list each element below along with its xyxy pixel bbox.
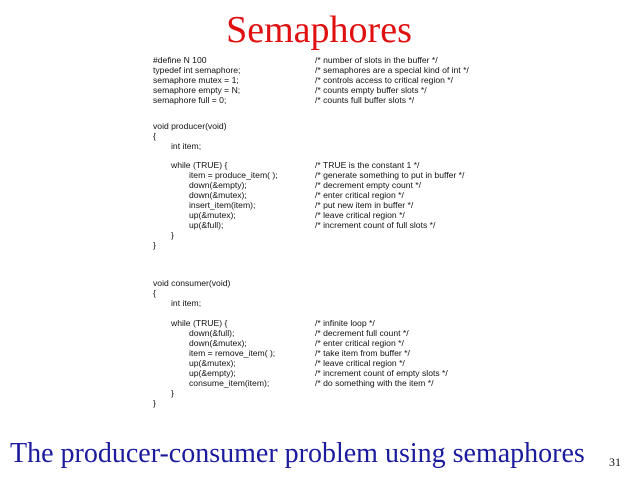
code-comment: /* enter critical region */ bbox=[315, 338, 404, 348]
code-line: down(&full); bbox=[189, 328, 235, 338]
code-line: down(&mutex); bbox=[189, 338, 247, 348]
code-line: semaphore empty = N; bbox=[153, 85, 241, 95]
code-line: insert_item(item); bbox=[189, 200, 256, 210]
code-line: } bbox=[171, 230, 174, 240]
slide-caption: The producer-consumer problem using semaphores bbox=[10, 438, 585, 469]
code-comment: /* generate something to put in buffer */ bbox=[315, 170, 465, 180]
code-line: consume_item(item); bbox=[189, 378, 270, 388]
code-line: void consumer(void) bbox=[153, 278, 231, 288]
code-line: while (TRUE) { bbox=[171, 160, 228, 170]
code-comment: /* leave critical region */ bbox=[315, 358, 405, 368]
code-line: } bbox=[153, 398, 156, 408]
code-comment: /* controls access to critical region */ bbox=[315, 75, 454, 85]
code-comment: /* leave critical region */ bbox=[315, 210, 405, 220]
code-line: down(&mutex); bbox=[189, 190, 247, 200]
code-line: typedef int semaphore; bbox=[153, 65, 241, 75]
code-line: #define N 100 bbox=[153, 55, 207, 65]
code-line: up(&mutex); bbox=[189, 210, 236, 220]
code-line: while (TRUE) { bbox=[171, 318, 228, 328]
code-line: item = produce_item( ); bbox=[189, 170, 278, 180]
slide-title: Semaphores bbox=[226, 9, 412, 51]
code-line: } bbox=[153, 240, 156, 250]
code-line: item = remove_item( ); bbox=[189, 348, 276, 358]
code-line: semaphore mutex = 1; bbox=[153, 75, 239, 85]
code-line: } bbox=[171, 388, 174, 398]
code-comment: /* infinite loop */ bbox=[315, 318, 375, 328]
code-comment: /* counts empty buffer slots */ bbox=[315, 85, 427, 95]
code-comment: /* take item from buffer */ bbox=[315, 348, 410, 358]
code-line: { bbox=[153, 288, 156, 298]
code-line: up(&mutex); bbox=[189, 358, 236, 368]
code-line: down(&empty); bbox=[189, 180, 247, 190]
code-line: up(&empty); bbox=[189, 368, 236, 378]
code-comment: /* semaphores are a special kind of int */ bbox=[315, 65, 469, 75]
code-comment: /* decrement full count */ bbox=[315, 328, 409, 338]
code-comment: /* enter critical region */ bbox=[315, 190, 404, 200]
code-comment: /* counts full buffer slots */ bbox=[315, 95, 415, 105]
code-line: void producer(void) bbox=[153, 121, 227, 131]
code-line: semaphore full = 0; bbox=[153, 95, 227, 105]
code-line: { bbox=[153, 131, 156, 141]
code-line: int item; bbox=[171, 141, 202, 151]
code-comment: /* do something with the item */ bbox=[315, 378, 434, 388]
code-line: int item; bbox=[171, 298, 202, 308]
code-comment: /* number of slots in the buffer */ bbox=[315, 55, 438, 65]
code-comment: /* TRUE is the constant 1 */ bbox=[315, 160, 420, 170]
code-comment: /* increment count of full slots */ bbox=[315, 220, 436, 230]
code-comment: /* put new item in buffer */ bbox=[315, 200, 414, 210]
code-comment: /* decrement empty count */ bbox=[315, 180, 422, 190]
page-number: 31 bbox=[609, 455, 621, 469]
code-line: up(&full); bbox=[189, 220, 224, 230]
code-comment: /* increment count of empty slots */ bbox=[315, 368, 448, 378]
